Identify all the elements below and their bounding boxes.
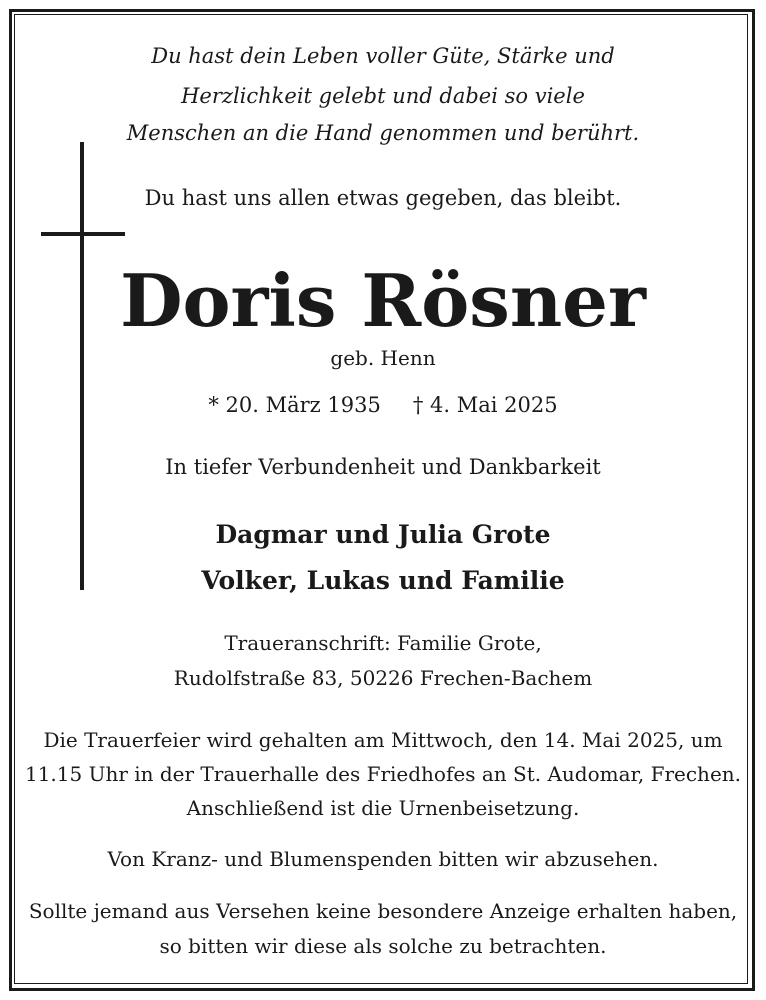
ceremony-line-3: Anschließend ist die Urnenbeisetzung. [186,796,580,820]
address-line-2: Rudolfstraße 83, 50226 Frechen-Bachem [173,666,593,690]
deceased-name: Doris Rösner [120,258,646,343]
closing-note-line-1: Sollte jemand aus Versehen keine besondere Anzeige erhalten haben, [28,899,738,923]
flowers-note: Von Kranz- und Blumenspenden bitten wir abzusehen. [107,847,659,871]
cross-icon-horizontal [41,232,125,236]
birth-name: geb. Henn [330,346,436,370]
inner-border [14,14,748,984]
mourner-line-2: Volker, Lukas und Familie [201,566,565,595]
death-date: † 4. Mai 2025 [412,393,558,417]
quote-line-1: Du hast dein Leben voller Güte, Stärke und [151,44,615,68]
ceremony-line-2: 11.15 Uhr in der Trauerhalle des Friedhofes an St. Audomar, Frechen. [24,762,742,786]
quote-line-2: Herzlichkeit gelebt und dabei so viele [181,84,585,108]
address-line-1: Traueranschrift: Familie Grote, [224,631,542,655]
closing-note-line-2: so bitten wir diese als solche zu betrachten. [159,934,607,958]
life-dates [0,393,766,417]
quote-line-3: Menschen an die Hand genommen und berührt. [126,121,640,145]
dedication: In tiefer Verbundenheit und Dankbarkeit [165,455,601,479]
ceremony-line-1: Die Trauerfeier wird gehalten am Mittwoch, den 14. Mai 2025, um [43,728,723,752]
birth-date: * 20. März 1935 [208,393,381,417]
quote-closing: Du hast uns allen etwas gegeben, das bleibt. [144,186,622,210]
mourner-line-1: Dagmar und Julia Grote [215,520,551,549]
